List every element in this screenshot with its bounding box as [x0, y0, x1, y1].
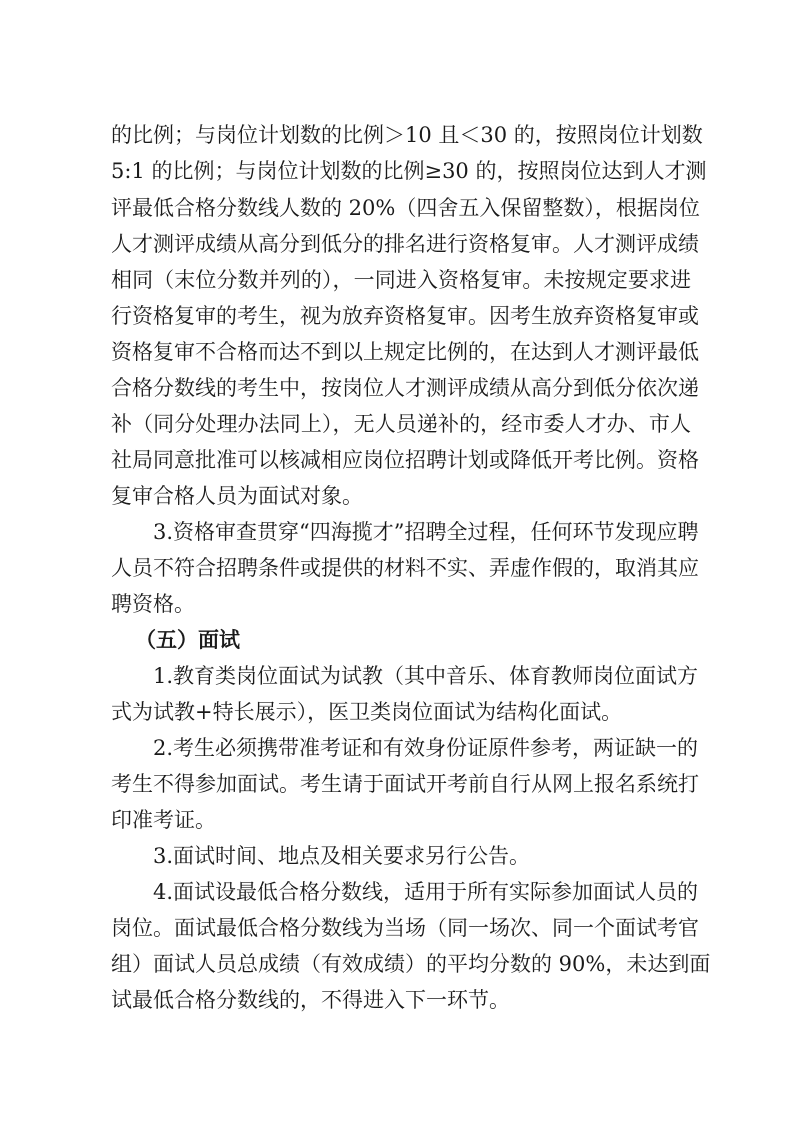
section-heading: （五）面试	[135, 628, 240, 652]
paragraph-line: 复审合格人员为面试对象。	[111, 484, 363, 508]
paragraph-line: 聘资格。	[111, 592, 195, 616]
paragraph-line: 考生不得参加面试。考生请于面试开考前自行从网上报名系统打	[111, 772, 699, 796]
paragraph-line: 社局同意批准可以核减相应岗位招聘计划或降低开考比例。资格	[111, 448, 699, 472]
paragraph-line: 3.资格审查贯穿“四海揽才”招聘全过程，任何环节发现应聘	[153, 520, 699, 544]
paragraph-line: 人才测评成绩从高分到低分的排名进行资格复审。人才测评成绩	[111, 232, 699, 256]
paragraph-line: 3.面试时间、地点及相关要求另行公告。	[153, 844, 531, 868]
paragraph-line: 印准考证。	[111, 808, 216, 832]
paragraph-line: 岗位。面试最低合格分数线为当场（同一场次、同一个面试考官	[111, 916, 699, 940]
paragraph-line: 合格分数线的考生中，按岗位人才测评成绩从高分到低分依次递	[111, 376, 699, 400]
paragraph-line: 式为试教+特长展示），医卫类岗位面试为结构化面试。	[111, 700, 623, 724]
paragraph-line: 补（同分处理办法同上），无人员递补的，经市委人才办、市人	[111, 412, 691, 436]
paragraph-line: 资格复审不合格而达不到以上规定比例的，在达到人才测评最低	[111, 340, 699, 364]
paragraph-line: 评最低合格分数线人数的 20%（四舍五入保留整数），根据岗位	[111, 196, 700, 220]
paragraph-line: 5:1 的比例；与岗位计划数的比例≥30 的，按照岗位达到人才测	[111, 159, 707, 183]
paragraph-line: 人员不符合招聘条件或提供的材料不实、弄虚作假的，取消其应	[111, 556, 699, 580]
paragraph-line: 2.考生必须携带准考证和有效身份证原件参考，两证缺一的	[153, 736, 699, 760]
paragraph-line: 的比例；与岗位计划数的比例＞10 且＜30 的，按照岗位计划数	[111, 123, 703, 147]
paragraph-line: 相同（末位分数并列的），一同进入资格复审。未按规定要求进	[111, 268, 691, 292]
paragraph-line: 组）面试人员总成绩（有效成绩）的平均分数的 90%，未达到面	[111, 952, 711, 976]
paragraph-line: 试最低合格分数线的，不得进入下一环节。	[111, 988, 510, 1012]
paragraph-line: 1.教育类岗位面试为试教（其中音乐、体育教师岗位面试方	[153, 664, 699, 688]
paragraph-line: 4.面试设最低合格分数线，适用于所有实际参加面试人员的	[153, 880, 699, 904]
paragraph-line: 行资格复审的考生，视为放弃资格复审。因考生放弃资格复审或	[111, 304, 699, 328]
